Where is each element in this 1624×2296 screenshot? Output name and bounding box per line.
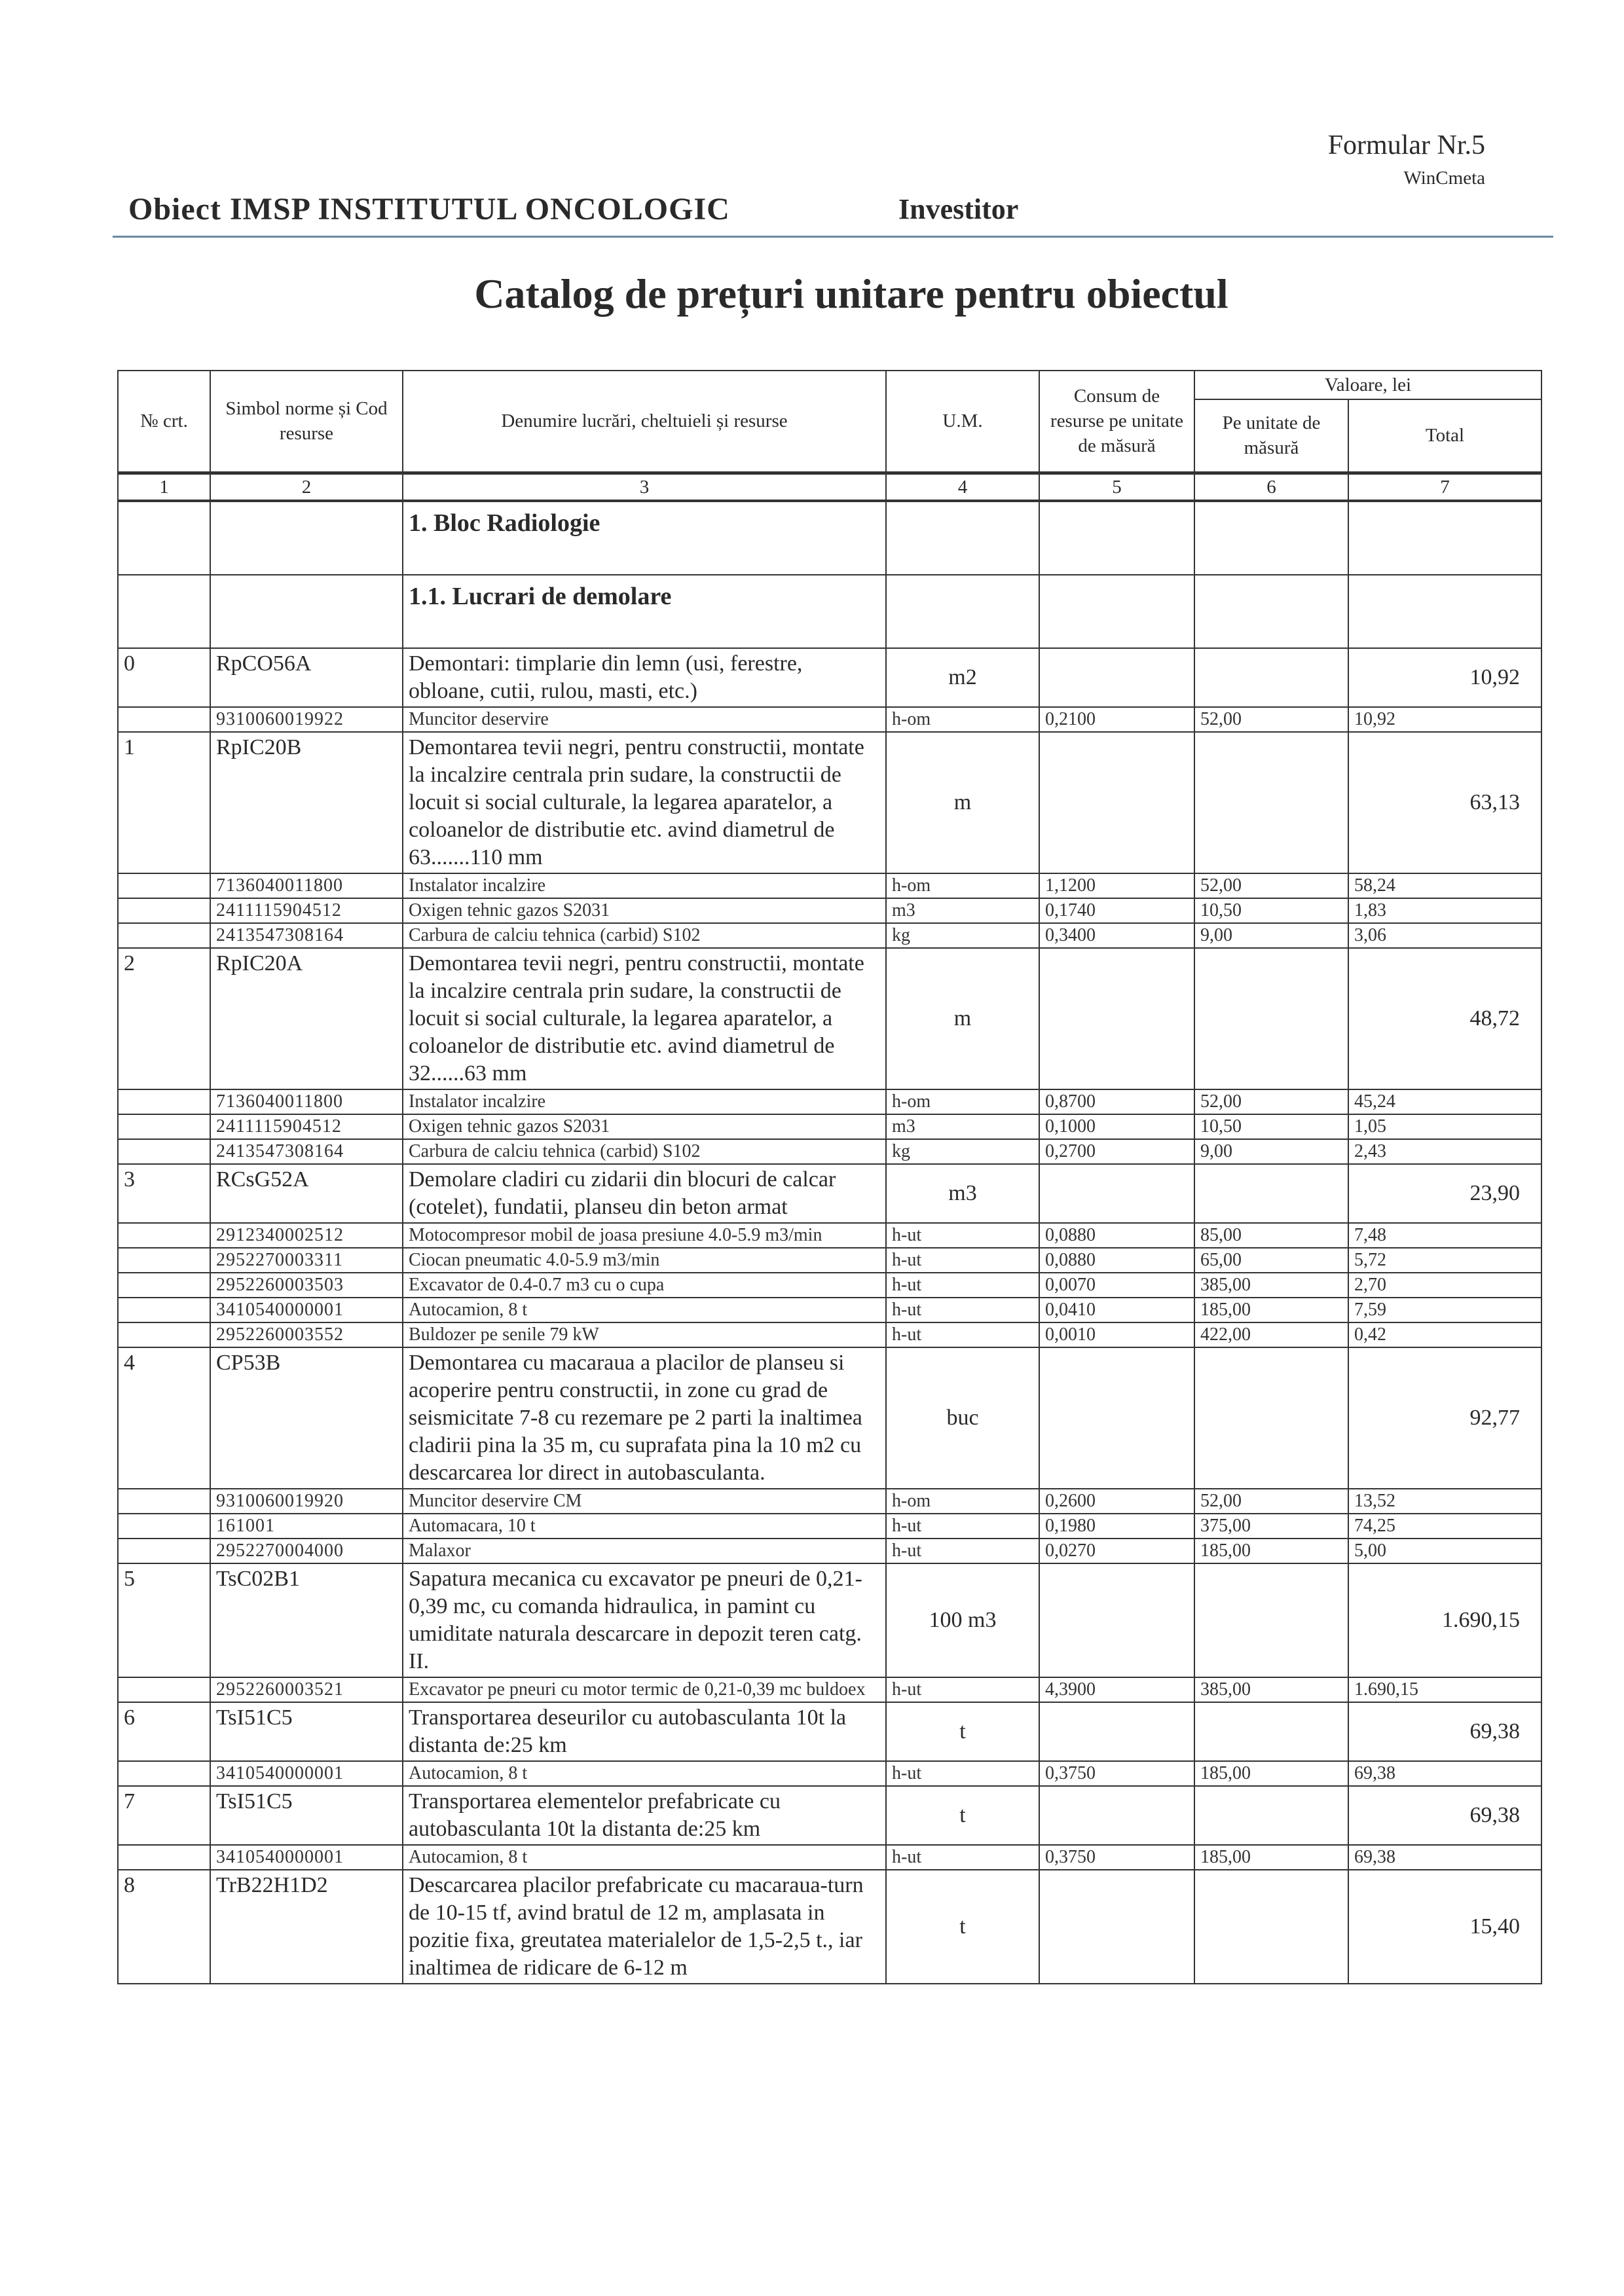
resource-row bbox=[118, 1089, 1541, 1114]
cell-consum bbox=[1039, 1347, 1194, 1489]
cell-name: Sapatura mecanica cu excavator pe pneuri de 0,21-0,39 mc, cu comanda hidraulica, in pamint cu umiditate naturala descarcare in depozit teren catg. II. bbox=[403, 1563, 886, 1677]
cell-consum bbox=[1039, 501, 1194, 575]
cell-total: 92,77 bbox=[1348, 1347, 1541, 1489]
cell-total: 1.690,15 bbox=[1348, 1563, 1541, 1677]
col-number: 6 bbox=[1194, 473, 1348, 501]
cell-consum: 0,3400 bbox=[1039, 923, 1194, 948]
cell-unit: 185,00 bbox=[1194, 1298, 1348, 1322]
cell-total: 63,13 bbox=[1348, 732, 1541, 873]
cell-name: Demolare cladiri cu zidarii din blocuri de calcar (cotelet), fundatii, planseu din beton armat bbox=[403, 1164, 886, 1223]
col-number: 2 bbox=[210, 473, 403, 501]
cell-code: 2413547308164 bbox=[210, 1139, 403, 1164]
resource-row bbox=[118, 898, 1541, 923]
cell-unit bbox=[1194, 1164, 1348, 1223]
cell-consum: 0,0010 bbox=[1039, 1322, 1194, 1347]
cell-code: 3410540000001 bbox=[210, 1845, 403, 1870]
col-number: 3 bbox=[403, 473, 886, 501]
cell-nr bbox=[118, 575, 210, 648]
cell-name: Muncitor deservire bbox=[403, 707, 886, 732]
cell-name: Instalator incalzire bbox=[403, 1089, 886, 1114]
cell-unit bbox=[1194, 648, 1348, 707]
resource-row bbox=[118, 1273, 1541, 1298]
cell-name: Demontarea tevii negri, pentru constructii, montate la incalzire centrala prin sudare, la constructii de locuit si social culturale, la legarea aparatelor, a coloanelor de distributie etc. avind diametrul de 63.......110 mm bbox=[403, 732, 886, 873]
cell-code: 9310060019922 bbox=[210, 707, 403, 732]
cell-total: 1,83 bbox=[1348, 898, 1541, 923]
col-number: 5 bbox=[1039, 473, 1194, 501]
cell-um: h-ut bbox=[886, 1223, 1039, 1248]
cell-name: Malaxor bbox=[403, 1539, 886, 1563]
work-item-row bbox=[118, 1563, 1541, 1677]
resource-row bbox=[118, 1514, 1541, 1539]
col-header-name: Denumire lucrări, cheltuieli și resurse bbox=[403, 371, 886, 473]
cell-code: 2413547308164 bbox=[210, 923, 403, 948]
cell-code: 2952260003503 bbox=[210, 1273, 403, 1298]
cell-name: Descarcarea placilor prefabricate cu macaraua-turn de 10-15 tf, avind bratul de 12 m, amplasata in pozitie fixa, greutatea materialelor de 1,5-2,5 t., iar inaltimea de ridicare de 6-12 m bbox=[403, 1870, 886, 1984]
cell-name: 1. Bloc Radiologie bbox=[403, 501, 886, 575]
cell-total bbox=[1348, 501, 1541, 575]
resource-row bbox=[118, 1298, 1541, 1322]
cell-unit: 52,00 bbox=[1194, 873, 1348, 898]
cell-total: 1,05 bbox=[1348, 1114, 1541, 1139]
col-header-valoare: Valoare, lei bbox=[1194, 371, 1541, 399]
price-catalog-table bbox=[117, 370, 1542, 1984]
cell-um: m3 bbox=[886, 898, 1039, 923]
cell-nr bbox=[118, 1322, 210, 1347]
cell-total: 0,42 bbox=[1348, 1322, 1541, 1347]
cell-name: Oxigen tehnic gazos S2031 bbox=[403, 898, 886, 923]
cell-name: Carbura de calciu tehnica (carbid) S102 bbox=[403, 923, 886, 948]
cell-total: 45,24 bbox=[1348, 1089, 1541, 1114]
cell-unit: 422,00 bbox=[1194, 1322, 1348, 1347]
resource-row bbox=[118, 1248, 1541, 1273]
cell-nr: 2 bbox=[118, 948, 210, 1089]
cell-um: h-ut bbox=[886, 1539, 1039, 1563]
cell-name: Excavator pe pneuri cu motor termic de 0,21-0,39 mc buldoex bbox=[403, 1677, 886, 1702]
cell-unit: 52,00 bbox=[1194, 707, 1348, 732]
cell-total: 69,38 bbox=[1348, 1786, 1541, 1845]
resource-row bbox=[118, 1322, 1541, 1347]
cell-unit bbox=[1194, 1870, 1348, 1984]
cell-code: TsI51C5 bbox=[210, 1786, 403, 1845]
cell-unit bbox=[1194, 1347, 1348, 1489]
cell-nr bbox=[118, 1089, 210, 1114]
cell-total: 69,38 bbox=[1348, 1702, 1541, 1761]
work-item-row bbox=[118, 948, 1541, 1089]
cell-unit bbox=[1194, 1786, 1348, 1845]
cell-um: t bbox=[886, 1786, 1039, 1845]
cell-total: 74,25 bbox=[1348, 1514, 1541, 1539]
cell-um: m bbox=[886, 948, 1039, 1089]
cell-nr bbox=[118, 1273, 210, 1298]
cell-name: 1.1. Lucrari de demolare bbox=[403, 575, 886, 648]
cell-code: 2912340002512 bbox=[210, 1223, 403, 1248]
cell-consum: 0,3750 bbox=[1039, 1761, 1194, 1786]
resource-row bbox=[118, 923, 1541, 948]
form-number: Formular Nr.5 bbox=[1327, 130, 1485, 160]
cell-code: RCsG52A bbox=[210, 1164, 403, 1223]
col-header-consum: Consum de resurse pe unitate de măsură bbox=[1039, 371, 1194, 473]
section-row bbox=[118, 575, 1541, 648]
cell-code: 161001 bbox=[210, 1514, 403, 1539]
cell-um bbox=[886, 501, 1039, 575]
cell-code: 2952270004000 bbox=[210, 1539, 403, 1563]
document-title: Catalog de prețuri unitare pentru obiectul bbox=[474, 270, 1228, 317]
col-number: 1 bbox=[118, 473, 210, 501]
cell-nr: 4 bbox=[118, 1347, 210, 1489]
cell-unit: 9,00 bbox=[1194, 923, 1348, 948]
cell-nr bbox=[118, 501, 210, 575]
resource-row bbox=[118, 1761, 1541, 1786]
col-header-total: Total bbox=[1348, 399, 1541, 473]
cell-unit: 385,00 bbox=[1194, 1677, 1348, 1702]
cell-nr: 6 bbox=[118, 1702, 210, 1761]
cell-nr: 3 bbox=[118, 1164, 210, 1223]
cell-nr bbox=[118, 1114, 210, 1139]
cell-name: Carbura de calciu tehnica (carbid) S102 bbox=[403, 1139, 886, 1164]
cell-consum bbox=[1039, 1563, 1194, 1677]
cell-name: Autocamion, 8 t bbox=[403, 1845, 886, 1870]
cell-total: 7,48 bbox=[1348, 1223, 1541, 1248]
cell-code: CP53B bbox=[210, 1347, 403, 1489]
cell-code bbox=[210, 575, 403, 648]
cell-um: m3 bbox=[886, 1114, 1039, 1139]
cell-nr bbox=[118, 898, 210, 923]
cell-unit: 65,00 bbox=[1194, 1248, 1348, 1273]
cell-unit: 85,00 bbox=[1194, 1223, 1348, 1248]
cell-consum bbox=[1039, 575, 1194, 648]
work-item-row bbox=[118, 648, 1541, 707]
cell-unit bbox=[1194, 732, 1348, 873]
cell-nr: 8 bbox=[118, 1870, 210, 1984]
cell-nr bbox=[118, 1845, 210, 1870]
cell-code: TsC02B1 bbox=[210, 1563, 403, 1677]
cell-nr bbox=[118, 1139, 210, 1164]
cell-um: h-ut bbox=[886, 1248, 1039, 1273]
resource-row bbox=[118, 873, 1541, 898]
cell-total: 13,52 bbox=[1348, 1489, 1541, 1514]
cell-name: Oxigen tehnic gazos S2031 bbox=[403, 1114, 886, 1139]
col-number: 7 bbox=[1348, 473, 1541, 501]
cell-nr: 1 bbox=[118, 732, 210, 873]
software-name: WinCmeta bbox=[1403, 168, 1485, 189]
cell-code: 2411115904512 bbox=[210, 1114, 403, 1139]
cell-total bbox=[1348, 575, 1541, 648]
object-name: Obiect IMSP INSTITUTUL ONCOLOGIC bbox=[128, 192, 730, 227]
cell-um: kg bbox=[886, 923, 1039, 948]
col-number: 4 bbox=[886, 473, 1039, 501]
cell-total: 5,00 bbox=[1348, 1539, 1541, 1563]
cell-total: 69,38 bbox=[1348, 1845, 1541, 1870]
work-item-row bbox=[118, 732, 1541, 873]
cell-total: 10,92 bbox=[1348, 707, 1541, 732]
cell-name: Excavator de 0.4-0.7 m3 cu o cupa bbox=[403, 1273, 886, 1298]
resource-row bbox=[118, 707, 1541, 732]
resource-row bbox=[118, 1539, 1541, 1563]
cell-name: Muncitor deservire CM bbox=[403, 1489, 886, 1514]
cell-um: h-om bbox=[886, 1089, 1039, 1114]
col-header-unit: Pe unitate de măsură bbox=[1194, 399, 1348, 473]
cell-um: h-ut bbox=[886, 1273, 1039, 1298]
cell-unit bbox=[1194, 501, 1348, 575]
cell-consum: 0,3750 bbox=[1039, 1845, 1194, 1870]
cell-total: 69,38 bbox=[1348, 1761, 1541, 1786]
cell-consum bbox=[1039, 948, 1194, 1089]
cell-name: Autocamion, 8 t bbox=[403, 1761, 886, 1786]
column-number-row bbox=[118, 473, 1541, 501]
cell-nr bbox=[118, 1298, 210, 1322]
cell-unit: 185,00 bbox=[1194, 1539, 1348, 1563]
cell-unit: 52,00 bbox=[1194, 1489, 1348, 1514]
cell-consum: 4,3900 bbox=[1039, 1677, 1194, 1702]
resource-row bbox=[118, 1139, 1541, 1164]
cell-consum: 0,0410 bbox=[1039, 1298, 1194, 1322]
cell-consum: 0,8700 bbox=[1039, 1089, 1194, 1114]
cell-total: 2,43 bbox=[1348, 1139, 1541, 1164]
cell-um: kg bbox=[886, 1139, 1039, 1164]
cell-name: Transportarea elementelor prefabricate cu autobasculanta 10t la distanta de:25 km bbox=[403, 1786, 886, 1845]
cell-nr bbox=[118, 1677, 210, 1702]
cell-consum: 0,2100 bbox=[1039, 707, 1194, 732]
cell-total: 48,72 bbox=[1348, 948, 1541, 1089]
cell-code: 3410540000001 bbox=[210, 1298, 403, 1322]
cell-unit: 375,00 bbox=[1194, 1514, 1348, 1539]
work-item-row bbox=[118, 1870, 1541, 1984]
cell-code bbox=[210, 501, 403, 575]
cell-code: 9310060019920 bbox=[210, 1489, 403, 1514]
cell-code: 2952260003552 bbox=[210, 1322, 403, 1347]
cell-um: 100 m3 bbox=[886, 1563, 1039, 1677]
cell-consum: 0,0880 bbox=[1039, 1248, 1194, 1273]
cell-unit: 52,00 bbox=[1194, 1089, 1348, 1114]
cell-code: RpCO56A bbox=[210, 648, 403, 707]
cell-nr: 5 bbox=[118, 1563, 210, 1677]
cell-consum bbox=[1039, 732, 1194, 873]
cell-code: 7136040011800 bbox=[210, 1089, 403, 1114]
cell-um: m2 bbox=[886, 648, 1039, 707]
work-item-row bbox=[118, 1347, 1541, 1489]
cell-total: 7,59 bbox=[1348, 1298, 1541, 1322]
cell-consum: 0,2600 bbox=[1039, 1489, 1194, 1514]
cell-um: t bbox=[886, 1702, 1039, 1761]
cell-unit: 10,50 bbox=[1194, 1114, 1348, 1139]
cell-unit: 385,00 bbox=[1194, 1273, 1348, 1298]
cell-code: 2952260003521 bbox=[210, 1677, 403, 1702]
cell-um bbox=[886, 575, 1039, 648]
cell-name: Transportarea deseurilor cu autobasculanta 10t la distanta de:25 km bbox=[403, 1702, 886, 1761]
cell-consum: 1,1200 bbox=[1039, 873, 1194, 898]
cell-um: buc bbox=[886, 1347, 1039, 1489]
cell-consum: 0,1980 bbox=[1039, 1514, 1194, 1539]
cell-nr bbox=[118, 873, 210, 898]
cell-consum bbox=[1039, 648, 1194, 707]
work-item-row bbox=[118, 1702, 1541, 1761]
header-divider bbox=[113, 236, 1553, 238]
cell-nr bbox=[118, 1514, 210, 1539]
cell-consum: 0,0880 bbox=[1039, 1223, 1194, 1248]
cell-name: Instalator incalzire bbox=[403, 873, 886, 898]
cell-unit bbox=[1194, 1702, 1348, 1761]
cell-name: Demontarea cu macaraua a placilor de planseu si acoperire pentru constructii, in zone cu grad de seismicitate 7-8 cu rezemare pe 2 parti la inaltimea cladirii pina la 35 m, cu suprafata pina la 10 m2 cu descarcarea lor direct in autobasculanta. bbox=[403, 1347, 886, 1489]
work-item-row bbox=[118, 1164, 1541, 1223]
cell-um: h-ut bbox=[886, 1298, 1039, 1322]
cell-code: RpIC20B bbox=[210, 732, 403, 873]
investor-label: Investitor bbox=[898, 193, 1019, 225]
cell-unit bbox=[1194, 948, 1348, 1089]
cell-nr: 7 bbox=[118, 1786, 210, 1845]
cell-consum bbox=[1039, 1786, 1194, 1845]
cell-unit: 185,00 bbox=[1194, 1761, 1348, 1786]
cell-nr bbox=[118, 1489, 210, 1514]
cell-total: 10,92 bbox=[1348, 648, 1541, 707]
cell-code: TsI51C5 bbox=[210, 1702, 403, 1761]
cell-consum bbox=[1039, 1164, 1194, 1223]
cell-um: h-om bbox=[886, 873, 1039, 898]
work-item-row bbox=[118, 1786, 1541, 1845]
cell-consum: 0,0070 bbox=[1039, 1273, 1194, 1298]
cell-code: 3410540000001 bbox=[210, 1761, 403, 1786]
cell-consum: 0,1740 bbox=[1039, 898, 1194, 923]
resource-row bbox=[118, 1489, 1541, 1514]
cell-name: Demontarea tevii negri, pentru constructii, montate la incalzire centrala prin sudare, la constructii de locuit si social culturale, la legarea aparatelor, a coloanelor de distributie etc. avind diametrul de 32......63 mm bbox=[403, 948, 886, 1089]
col-header-nr: № crt. bbox=[118, 371, 210, 473]
resource-row bbox=[118, 1845, 1541, 1870]
cell-total: 2,70 bbox=[1348, 1273, 1541, 1298]
col-header-um: U.M. bbox=[886, 371, 1039, 473]
resource-row bbox=[118, 1114, 1541, 1139]
cell-um: h-ut bbox=[886, 1514, 1039, 1539]
cell-consum bbox=[1039, 1870, 1194, 1984]
section-row bbox=[118, 501, 1541, 575]
cell-nr bbox=[118, 1223, 210, 1248]
cell-unit bbox=[1194, 575, 1348, 648]
cell-nr: 0 bbox=[118, 648, 210, 707]
cell-total: 3,06 bbox=[1348, 923, 1541, 948]
cell-code: 2952270003311 bbox=[210, 1248, 403, 1273]
cell-um: m bbox=[886, 732, 1039, 873]
cell-unit: 185,00 bbox=[1194, 1845, 1348, 1870]
cell-nr bbox=[118, 1761, 210, 1786]
cell-nr bbox=[118, 707, 210, 732]
cell-um: h-om bbox=[886, 707, 1039, 732]
cell-code: TrB22H1D2 bbox=[210, 1870, 403, 1984]
cell-unit: 9,00 bbox=[1194, 1139, 1348, 1164]
cell-consum: 0,0270 bbox=[1039, 1539, 1194, 1563]
cell-name: Autocamion, 8 t bbox=[403, 1298, 886, 1322]
cell-name: Demontari: timplarie din lemn (usi, ferestre, obloane, cutii, rulou, masti, etc.) bbox=[403, 648, 886, 707]
cell-name: Automacara, 10 t bbox=[403, 1514, 886, 1539]
resource-row bbox=[118, 1223, 1541, 1248]
cell-code: 2411115904512 bbox=[210, 898, 403, 923]
cell-consum: 0,1000 bbox=[1039, 1114, 1194, 1139]
cell-um: h-om bbox=[886, 1489, 1039, 1514]
cell-nr bbox=[118, 1248, 210, 1273]
cell-total: 23,90 bbox=[1348, 1164, 1541, 1223]
cell-total: 58,24 bbox=[1348, 873, 1541, 898]
cell-um: t bbox=[886, 1870, 1039, 1984]
cell-um: h-ut bbox=[886, 1761, 1039, 1786]
cell-um: h-ut bbox=[886, 1322, 1039, 1347]
cell-code: 7136040011800 bbox=[210, 873, 403, 898]
cell-um: m3 bbox=[886, 1164, 1039, 1223]
cell-um: h-ut bbox=[886, 1845, 1039, 1870]
cell-code: RpIC20A bbox=[210, 948, 403, 1089]
cell-total: 15,40 bbox=[1348, 1870, 1541, 1984]
cell-unit bbox=[1194, 1563, 1348, 1677]
col-header-code: Simbol norme și Cod resurse bbox=[210, 371, 403, 473]
cell-unit: 10,50 bbox=[1194, 898, 1348, 923]
cell-consum bbox=[1039, 1702, 1194, 1761]
resource-row bbox=[118, 1677, 1541, 1702]
cell-um: h-ut bbox=[886, 1677, 1039, 1702]
cell-total: 1.690,15 bbox=[1348, 1677, 1541, 1702]
cell-name: Motocompresor mobil de joasa presiune 4.0-5.9 m3/min bbox=[403, 1223, 886, 1248]
cell-name: Buldozer pe senile 79 kW bbox=[403, 1322, 886, 1347]
cell-total: 5,72 bbox=[1348, 1248, 1541, 1273]
cell-nr bbox=[118, 923, 210, 948]
cell-nr bbox=[118, 1539, 210, 1563]
cell-consum: 0,2700 bbox=[1039, 1139, 1194, 1164]
cell-name: Ciocan pneumatic 4.0-5.9 m3/min bbox=[403, 1248, 886, 1273]
